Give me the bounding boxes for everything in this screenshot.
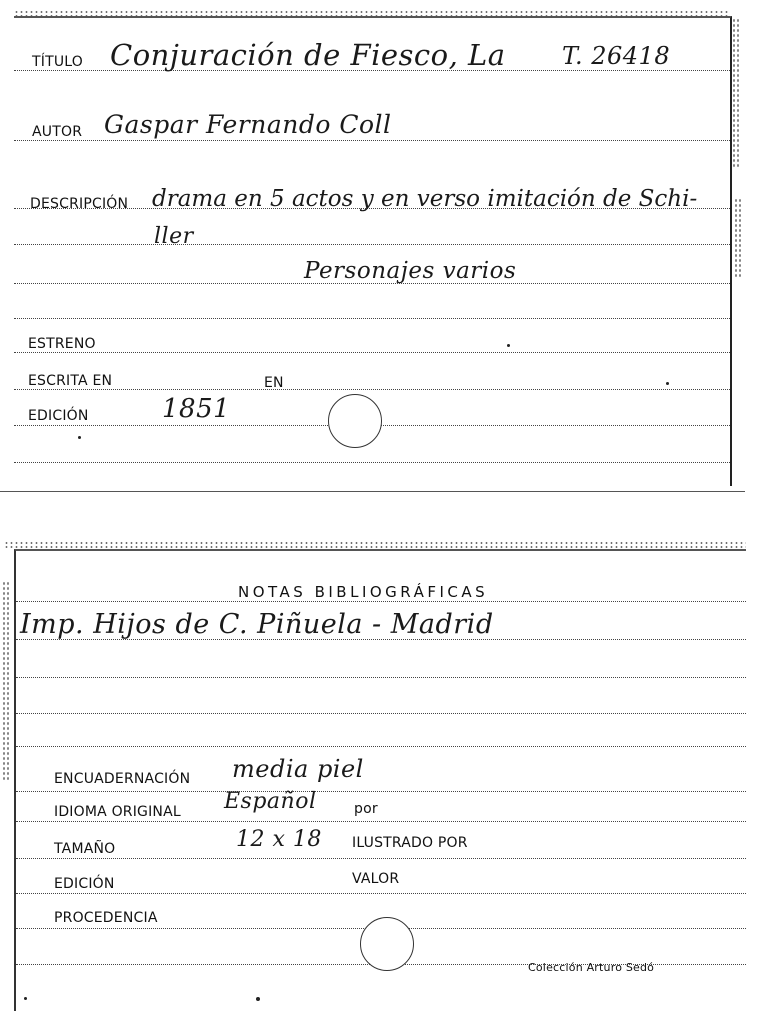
- notas-header: NOTAS BIBLIOGRÁFICAS: [238, 583, 489, 601]
- descripcion-line-3: Personajes varios: [304, 258, 517, 284]
- descripcion-line-1: drama en 5 actos y en verso imitación de Schi-: [152, 186, 698, 212]
- encuadernacion-label: ENCUADERNACIÓN: [54, 771, 191, 787]
- escrita-en-label: ESCRITA EN: [28, 373, 113, 389]
- autor-value: Gaspar Fernando Coll: [104, 110, 392, 139]
- rule-line: [16, 677, 746, 678]
- rule-line: [16, 746, 746, 747]
- estreno-label: ESTRENO: [28, 336, 96, 352]
- por-label: por: [354, 801, 378, 817]
- tamano-value: 12 x 18: [236, 827, 322, 852]
- idioma-original-value: Español: [224, 789, 317, 814]
- catalog-card-front: [14, 16, 732, 486]
- autor-rule: [14, 140, 730, 141]
- rule-line: [14, 462, 730, 463]
- punch-hole: [360, 917, 414, 971]
- card-divider: [0, 491, 745, 492]
- coleccion-label: Colección Arturo Sedó: [528, 961, 655, 974]
- ilustrado-por-label: ILUSTRADO POR: [352, 835, 468, 851]
- idioma-rule: [16, 821, 746, 822]
- catalog-number: T. 26418: [562, 42, 671, 70]
- edicion-value: 1851: [162, 394, 231, 424]
- punch-hole: [328, 394, 382, 448]
- catalog-card-back: [14, 549, 746, 1011]
- edicion-label: EDICIÓN: [54, 876, 115, 892]
- rule-line: [14, 318, 730, 319]
- escrita-rule: [14, 389, 730, 390]
- ink-speck: [507, 344, 510, 347]
- titulo-value: Conjuración de Fiesco, La: [110, 38, 506, 72]
- rule-line: [16, 601, 746, 602]
- idioma-original-label: IDIOMA ORIGINAL: [54, 804, 181, 820]
- ink-speck: [78, 436, 81, 439]
- encuadernacion-value: media piel: [232, 755, 364, 783]
- en-label: EN: [264, 375, 284, 391]
- ink-speck: [24, 997, 27, 1000]
- notes-line-1: Imp. Hijos de C. Piñuela - Madrid: [20, 609, 494, 640]
- edicion-rule: [16, 893, 746, 894]
- rule-line: [16, 713, 746, 714]
- ink-speck: [256, 997, 260, 1001]
- rule-line: [14, 244, 730, 245]
- encuadernacion-rule: [16, 791, 746, 792]
- ink-speck: [666, 382, 669, 385]
- edicion-label: EDICIÓN: [28, 408, 89, 424]
- procedencia-label: PROCEDENCIA: [54, 910, 158, 926]
- tamano-rule: [16, 858, 746, 859]
- autor-label: AUTOR: [32, 124, 83, 140]
- estreno-rule: [14, 352, 730, 353]
- tamano-label: TAMAÑO: [54, 841, 116, 857]
- descripcion-label: DESCRIPCIÓN: [30, 196, 129, 212]
- titulo-label: TÍTULO: [32, 54, 83, 70]
- descripcion-line-2: ller: [154, 224, 194, 249]
- valor-label: VALOR: [352, 871, 400, 887]
